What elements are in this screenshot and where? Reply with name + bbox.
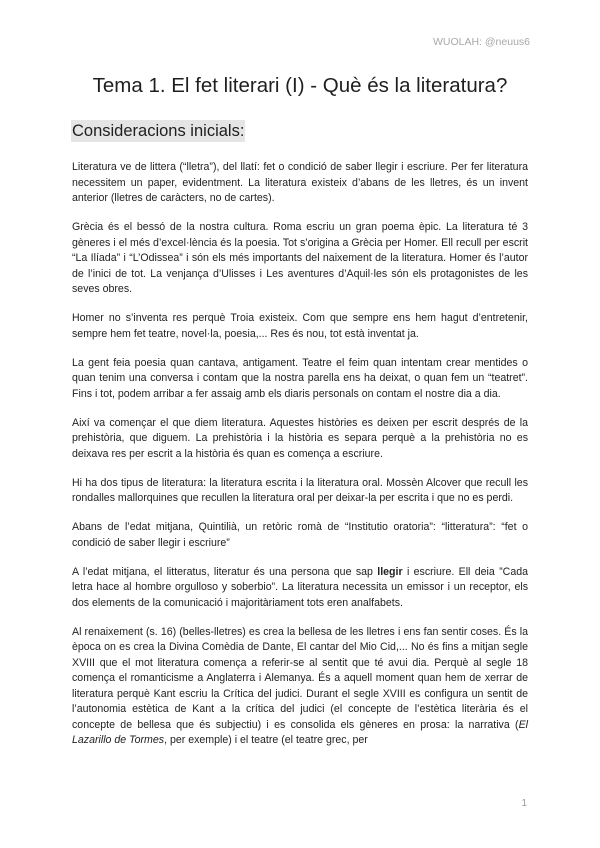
paragraph: La gent feia poesia quan cantava, antigament. Teatre el feim quan intentam crear mentides o quan tenim una conversa i contam que la nostra parella ens ha deixat, o quan fem un “teatret”. Fins i tot, podem arribar a fer assaig amb els diaris personals on contam el nostre dia a dia. (72, 356, 528, 400)
paragraph-text: A l’edat mitjana, el litteratus, literatur és una persona que sap (72, 565, 378, 578)
paragraph-text: Al renaixement (s. 16) (belles-lletres) es crea la bellesa de les lletres i ens fan sentir coses. És la època on es crea la Divina Comèdia de Dante, El cantar del Mio Cid,... No és fins a mitjan segle XVIII que el mot literatura comença a referir-se al sentit que té avui dia. Perquè al segle 18 comença el romanticisme a Anglaterra i Alemanya. És a aquell moment quan hem de xerrar de literatura perquè Kant escriu la Crítica del judici. Durant el segle XVIII es configura un sentit de l’autonomia estètica de Kant a la crítica del judici (el concepte de l’estètica literària és el concepte de bellesa que és subjectiu) i es consolida els gèneres en prosa: la narrativa ( (72, 625, 528, 731)
bold-text: llegir (377, 565, 403, 578)
section-heading: Consideracions inicials: (72, 122, 245, 140)
document-body (72, 160, 528, 762)
italic-text: El Lazarillo de Tormes (72, 718, 528, 746)
paragraph: Homer no s’inventa res perquè Troia existeix. Com que sempre ens hem hagut d’entretenir, sempre hem fet teatre, novel·la, poesia,... Res és nou, tot està inventat ja. (72, 312, 528, 340)
watermark: WUOLAH: @neuus6 (432, 36, 530, 48)
page-number: 1 (521, 798, 527, 809)
paragraph (72, 565, 528, 612)
paragraph-text: i escriure. Ell deia ”Cada letra hace al hombre orgulloso y soberbio”. La literatura necessita un emissor i un receptor, els dos elements de la comunicació i majoritàriament tots eren analfabets. (72, 565, 528, 609)
paragraph: Abans de l’edat mitjana, Quintilià, un retòric romà de “Institutio oratoria”: “litteratura”: “fet o condició de saber llegir i escriure” (72, 521, 528, 549)
paragraph: Així va començar el que diem literatura. Aquestes històries es deixen per escrit després de la prehistòria, que diguem. La prehistòria i la història es separa perquè a la prehistòria no es deixava res per escrit a la història és quan es comença a escriure. (72, 416, 528, 460)
paragraph: Grècia és el bessó de la nostra cultura. Roma escriu un gran poema èpic. La literatura té 3 gèneres i el més d’excel·lència és la poesia. Tot s’origina a Grècia per Homer. Ell recull per escrit “La Ilíada” i “L’Odissea” i són els més importants del naixement de la literatura. Homer és l’autor de l’inici de tot. La venjança d’Ulisses i Les aventures d’Aquil·les són els protagonistes de les seves obres. (72, 221, 528, 295)
paragraph (72, 625, 528, 749)
paragraph: Literatura ve de littera (“lletra”), del llatí: fet o condició de saber llegir i escriure. Per fer literatura necessitem un paper, evidentment. La literatura existeix d’abans de les lletres, és un invent anterior (lletres de caràcters, no de cartes). (72, 161, 528, 204)
paragraph: Hi ha dos tipus de literatura: la literatura escrita i la literatura oral. Mossèn Alcover que recull les rondalles mallorquines que recullen la literatura oral per deixar-la per escrita i que no es perdi. (72, 476, 528, 504)
page-title: Tema 1. El fet literari (I) - Què és la literatura? (92, 74, 508, 97)
paragraph-text: , per exemple) i el teatre (el teatre grec, per (164, 734, 368, 746)
